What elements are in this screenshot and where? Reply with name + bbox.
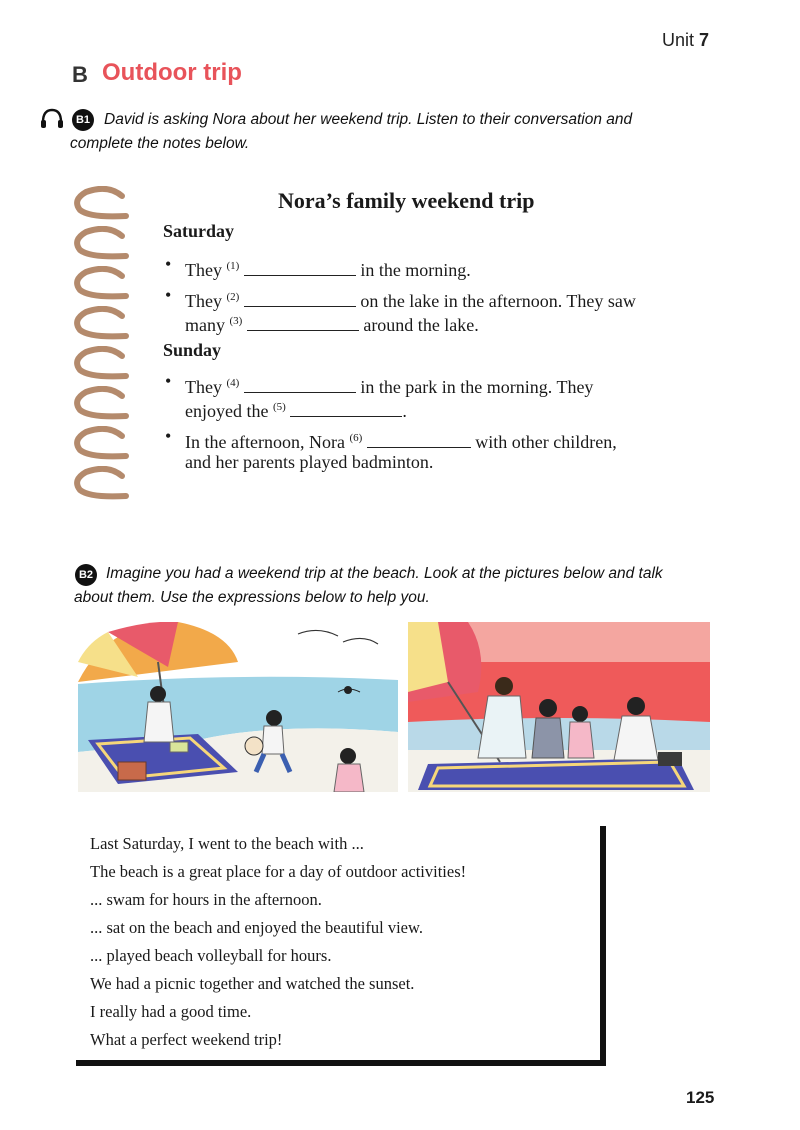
bullet: • bbox=[165, 254, 172, 274]
beach-day-picture bbox=[78, 622, 398, 792]
expression-5: ... played beach volleyball for hours. bbox=[90, 946, 332, 965]
answer-blank-6[interactable] bbox=[367, 433, 471, 448]
b1-instruction-line-2: complete the notes below. bbox=[70, 135, 250, 152]
expression-1: Last Saturday, I went to the beach with ... bbox=[90, 834, 364, 853]
expression-6: We had a picnic together and watched the sunset. bbox=[90, 974, 415, 993]
note-saturday-1: They $^{(1)}$ in the morning. bbox=[185, 260, 471, 280]
page-number: 125 bbox=[686, 1088, 715, 1107]
sunset-picnic-picture bbox=[408, 622, 710, 792]
expression-3: ... swam for hours in the afternoon. bbox=[90, 890, 322, 909]
answer-blank-4[interactable] bbox=[244, 378, 356, 393]
headphones-icon bbox=[38, 106, 66, 132]
bullet: • bbox=[165, 371, 172, 391]
note-sunday-1b: enjoyed the $^{(5)}$ . bbox=[185, 401, 407, 421]
answer-blank-3[interactable] bbox=[247, 316, 359, 331]
b1-instruction-line-1: David is asking Nora about her weekend trip. Listen to their conversation and bbox=[104, 111, 633, 128]
bullet: • bbox=[165, 426, 172, 446]
b2-instruction-line-2: about them. Use the expressions below to help you. bbox=[74, 589, 430, 606]
bullet: • bbox=[165, 285, 172, 305]
notes-title: Nora’s family weekend trip bbox=[278, 188, 535, 213]
note-sunday-1: They $^{(4)}$ in the park in the morning. They bbox=[185, 377, 594, 397]
expression-4: ... sat on the beach and enjoyed the beautiful view. bbox=[90, 918, 423, 937]
b2-instruction-line-1: Imagine you had a weekend trip at the beach. Look at the pictures below and talk bbox=[106, 565, 663, 582]
box-bottom-border bbox=[76, 1060, 606, 1066]
answer-blank-2[interactable] bbox=[244, 292, 356, 307]
note-saturday-2b: many $^{(3)}$ around the lake. bbox=[185, 315, 479, 335]
note-sunday-2b: and her parents played badminton. bbox=[185, 452, 434, 472]
box-right-border bbox=[600, 826, 606, 1066]
expression-8: What a perfect weekend trip! bbox=[90, 1030, 283, 1049]
note-saturday-2: They $^{(2)}$ on the lake in the afternoon. They saw bbox=[185, 291, 636, 311]
expression-2: The beach is a great place for a day of outdoor activities! bbox=[90, 862, 467, 881]
expression-7: I really had a good time. bbox=[90, 1002, 252, 1021]
note-sunday-2: In the afternoon, Nora $^{(6)}$ with other children, bbox=[185, 432, 617, 452]
section-title: Outdoor trip bbox=[102, 59, 242, 86]
answer-blank-5[interactable] bbox=[290, 402, 402, 417]
b1-badge: B1 bbox=[72, 109, 94, 131]
unit-label: Unit 7 bbox=[662, 30, 710, 50]
sunday-heading: Sunday bbox=[163, 340, 222, 360]
saturday-heading: Saturday bbox=[163, 221, 235, 241]
section-letter: B bbox=[72, 62, 88, 87]
answer-blank-1[interactable] bbox=[244, 261, 356, 276]
b2-badge: B2 bbox=[75, 564, 97, 586]
